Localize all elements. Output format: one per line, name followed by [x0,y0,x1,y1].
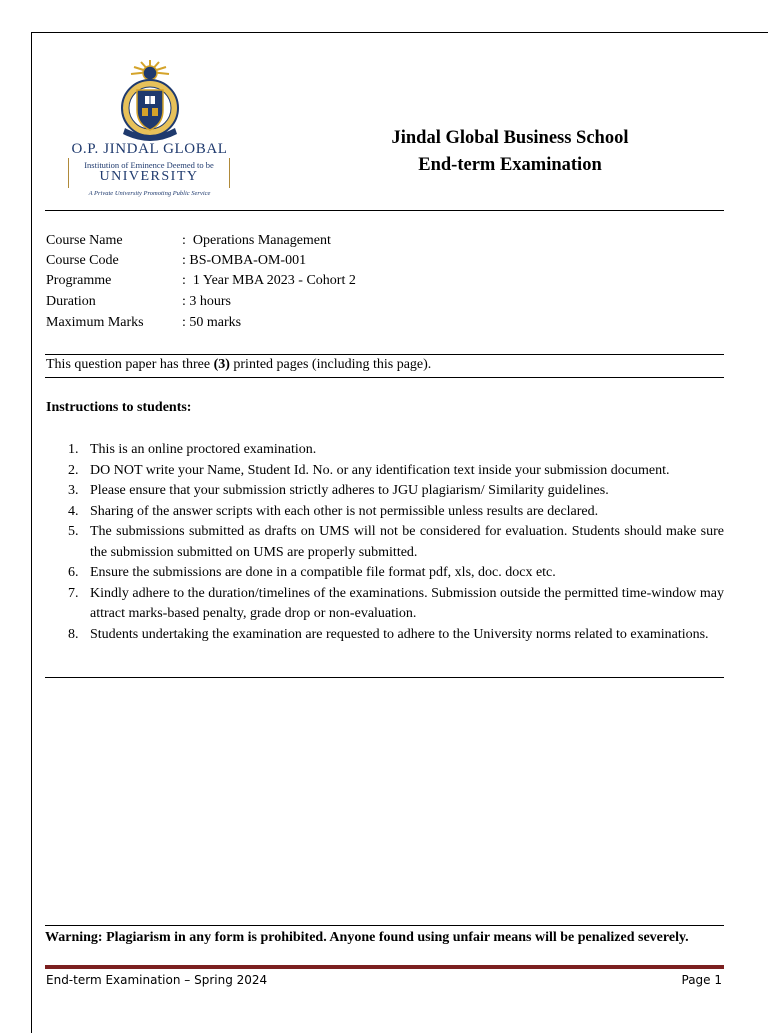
instruction-number: 6. [68,565,79,580]
info-label: Programme [46,273,112,288]
school-title: Jindal Global Business School [391,128,629,148]
instructions-heading: Instructions to students: [46,400,192,415]
instruction-number: 5. [68,524,79,539]
pages-note-text: printed pages (including this page). [229,357,432,372]
instruction-number: 4. [68,503,79,519]
info-label: Maximum Marks [46,315,144,330]
instruction-item [46,563,724,584]
info-value: : BS-OMBA-OM-001 [182,253,307,268]
info-value: : 1 Year MBA 2023 - Cohort 2 [182,273,356,288]
footer-divider [45,965,724,969]
footer-exam-label: End-term Examination – Spring 2024 [46,973,268,987]
exam-title: End-term Examination [418,155,602,175]
info-value: : 50 marks [182,315,242,330]
instructions-end-rule [45,677,724,678]
logo-university-word: UNIVERSITY [99,169,199,184]
pages-note-bottom-rule [45,377,724,378]
instructions-list [46,440,724,645]
pages-note [46,357,431,373]
pages-note-text: This question paper has three [46,357,214,372]
plagiarism-warning: Warning: Plagiarism in any form is prohibited. Anyone found using unfair means will be penalized severely. [45,930,689,945]
instruction-item [46,481,724,502]
info-label: Duration [46,294,96,309]
instruction-number: 3. [68,483,79,498]
instruction-text: Ensure the submissions are done in a compatible file format pdf, xls, doc. docx etc. [90,565,556,580]
info-value: : 3 hours [182,294,231,309]
footer-page-number: Page 1 [681,973,722,987]
logo-tagline: Institution of Eminence Deemed to be [84,160,214,170]
info-label: Course Name [46,233,123,248]
instruction-item [46,461,724,482]
instruction-item [46,502,724,523]
pages-note-count: (3) [213,357,230,372]
instruction-item [46,584,724,625]
instruction-item [46,625,724,646]
instruction-text: The submissions submitted as drafts on UMS will not be considered for evaluation. Students should make sure the submission submitted on UMS are properly submitted. [90,524,724,560]
logo-subtitle: A Private University Promoting Public Service [88,190,211,197]
instruction-text: Students undertaking the examination are requested to adhere to the University norms related to examinations. [90,626,709,642]
instruction-text: Sharing of the answer scripts with each other is not permissible unless results are declared. [90,503,599,519]
instruction-number: 2. [68,462,79,478]
instruction-item [46,522,724,563]
instruction-text: This is an online proctored examination. [90,442,317,457]
university-logo [62,58,237,198]
info-label: Course Code [46,253,119,268]
header-divider [45,210,724,211]
instruction-text: Please ensure that your submission strictly adheres to JGU plagiarism/ Similarity guidelines. [90,483,609,498]
logo-university-name: O.P. JINDAL GLOBAL [71,141,228,157]
instruction-text: Kindly adhere to the duration/timelines of the examinations. Submission outside the permitted time-window may attract marks-based penalty, grade drop or non-evaluation. [90,585,724,621]
instruction-text: DO NOT write your Name, Student Id. No. or any identification text inside your submission document. [90,462,670,478]
logo-tagline-box [68,158,230,188]
instruction-item [46,440,724,461]
instruction-number: 1. [68,442,79,457]
instruction-number: 8. [68,626,79,642]
info-value: : Operations Management [182,233,331,248]
university-seal-icon [117,58,183,148]
pages-note-top-rule [45,354,724,355]
instruction-number: 7. [68,585,79,601]
warning-top-rule [45,925,724,926]
